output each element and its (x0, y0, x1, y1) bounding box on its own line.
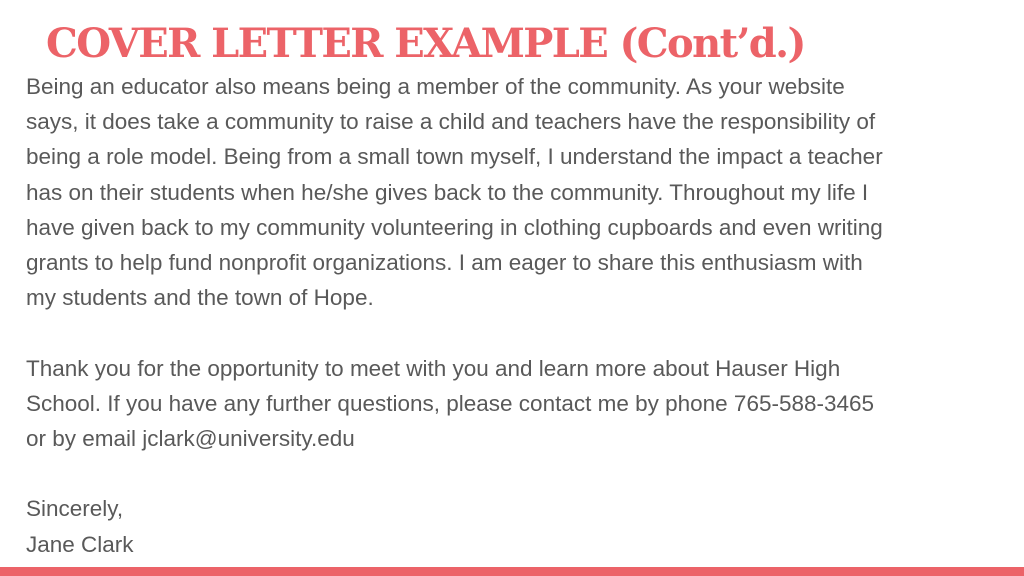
letter-line: being a role model. Being from a small town myself, I understand the impact a teacher (26, 144, 883, 170)
paragraph-gap (26, 315, 1016, 350)
slide-title: COVER LETTER EXAMPLE (Cont’d.) (46, 20, 805, 67)
letter-line: has on their students when he/she gives back to the community. Throughout my life I (26, 179, 869, 205)
letter-line: grants to help fund nonprofit organizations. I am eager to share this enthusiasm with (26, 250, 863, 276)
letter-line: School. If you have any further questions, please contact me by phone 765-588-3465 (26, 390, 875, 416)
letter-line: says, it does take a community to raise a child and teachers have the responsibility of (26, 109, 876, 135)
letter-closing: Sincerely, (26, 496, 124, 522)
letter-signature: Jane Clark (26, 531, 134, 557)
letter-body (26, 69, 1016, 562)
letter-line: my students and the town of Hope. (26, 285, 374, 311)
bottom-accent-bar (0, 567, 1024, 576)
letter-line: or by email jclark@university.edu (26, 426, 355, 452)
letter-line: Thank you for the opportunity to meet with you and learn more about Hauser High (26, 355, 841, 381)
paragraph-gap (26, 456, 1016, 491)
letter-line: have given back to my community volunteering in clothing cupboards and even writing (26, 214, 883, 240)
letter-line: Being an educator also means being a member of the community. As your website (26, 74, 845, 99)
